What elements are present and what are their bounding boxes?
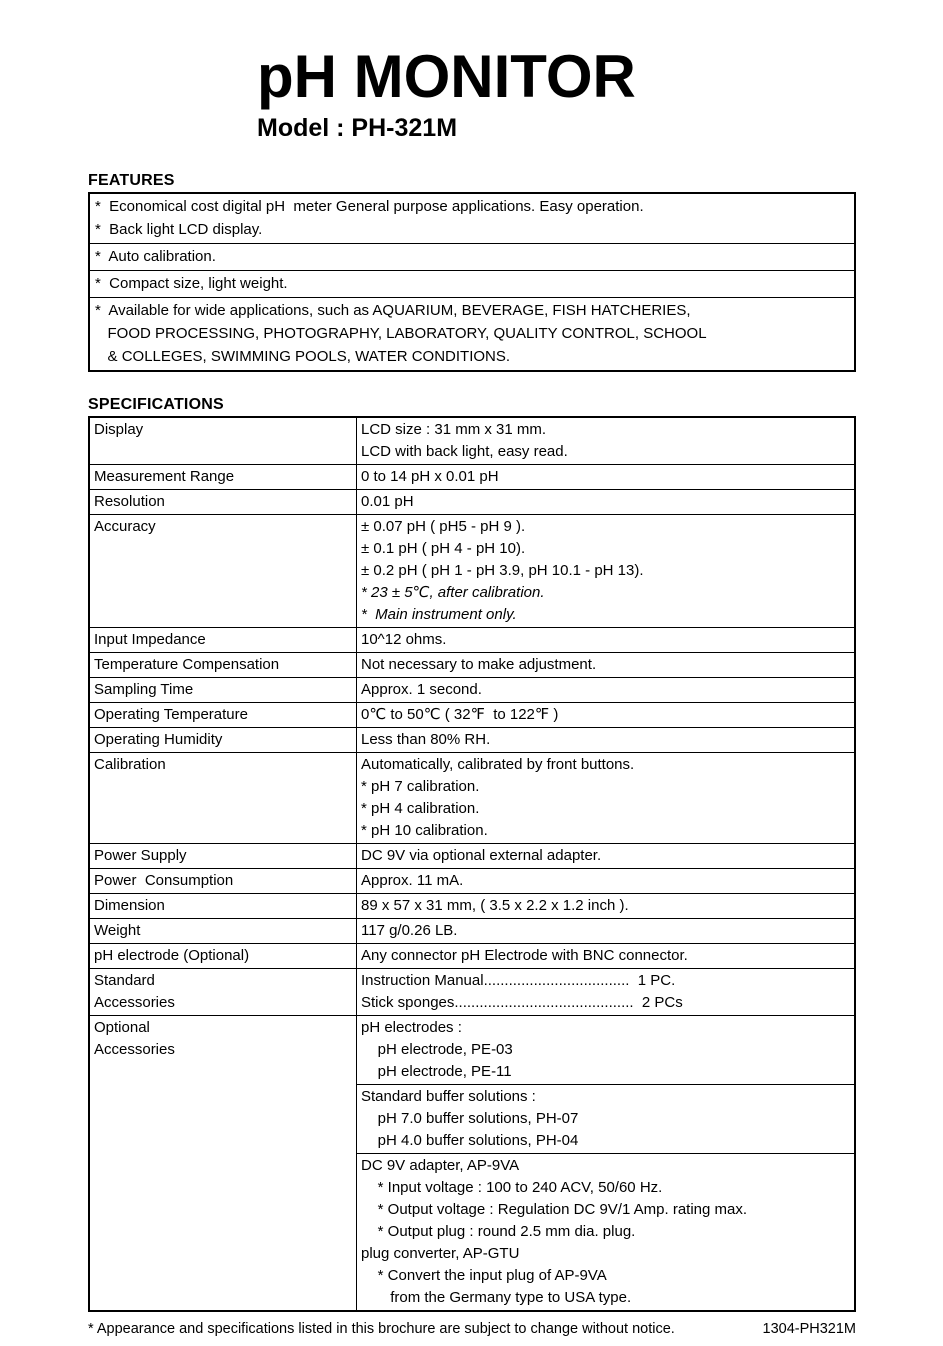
spec-value-line: plug converter, AP-GTU bbox=[361, 1245, 520, 1262]
spec-label-line: Accessories bbox=[94, 994, 175, 1011]
spec-label-line: Optional bbox=[94, 1019, 150, 1036]
spec-row bbox=[90, 464, 854, 489]
spec-label-line: Operating Humidity bbox=[94, 731, 223, 748]
spec-value-group bbox=[357, 490, 854, 514]
spec-value-line: * Convert the input plug of AP-9VA bbox=[361, 1267, 607, 1284]
spec-label bbox=[90, 919, 357, 943]
spec-label bbox=[90, 894, 357, 918]
spec-value-line: 0℃ to 50℃ ( 32℉ to 122℉ ) bbox=[361, 706, 559, 723]
spec-label bbox=[90, 753, 357, 843]
feature-group bbox=[90, 243, 854, 270]
spec-label bbox=[90, 1016, 357, 1310]
spec-value-line: pH electrode, PE-03 bbox=[361, 1041, 513, 1058]
feature-group bbox=[90, 194, 854, 243]
spec-value-group bbox=[357, 1016, 854, 1084]
spec-value-line: LCD size : 31 mm x 31 mm. bbox=[361, 421, 547, 438]
feature-group bbox=[90, 270, 854, 297]
spec-value-line: * pH 4 calibration. bbox=[361, 800, 480, 817]
specifications-table bbox=[88, 416, 856, 1312]
spec-value bbox=[357, 490, 854, 514]
spec-value-line: * pH 7 calibration. bbox=[361, 778, 480, 795]
feature-item: * Compact size, light weight. bbox=[95, 275, 288, 292]
spec-value bbox=[357, 844, 854, 868]
spec-value-group bbox=[357, 678, 854, 702]
spec-label bbox=[90, 944, 357, 968]
spec-value bbox=[357, 1016, 854, 1310]
spec-row bbox=[90, 418, 854, 464]
spec-value-line: pH 7.0 buffer solutions, PH-07 bbox=[361, 1110, 579, 1127]
feature-item: * Auto calibration. bbox=[95, 248, 216, 265]
feature-item: * Economical cost digital pH meter General purpose applications. Easy operation. bbox=[95, 198, 644, 215]
spec-row bbox=[90, 702, 854, 727]
spec-value-line: from the Germany type to USA type. bbox=[361, 1289, 632, 1306]
spec-value-line: LCD with back light, easy read. bbox=[361, 443, 568, 460]
spec-row bbox=[90, 752, 854, 843]
spec-value bbox=[357, 753, 854, 843]
spec-label bbox=[90, 678, 357, 702]
footer-disclaimer: * Appearance and specifications listed in this brochure are subject to change without notice. bbox=[88, 1321, 675, 1337]
spec-label-line: Operating Temperature bbox=[94, 706, 248, 723]
spec-value-line: Stick sponges........................................... 2 PCs bbox=[361, 994, 683, 1011]
spec-label bbox=[90, 969, 357, 1015]
spec-value-line: Not necessary to make adjustment. bbox=[361, 656, 597, 673]
spec-label-line: Display bbox=[94, 421, 144, 438]
spec-value-group bbox=[357, 515, 854, 627]
spec-label-line: Dimension bbox=[94, 897, 165, 914]
spec-value-group bbox=[357, 919, 854, 943]
spec-value bbox=[357, 894, 854, 918]
spec-label bbox=[90, 869, 357, 893]
spec-value-group bbox=[357, 465, 854, 489]
spec-label-line: Temperature Compensation bbox=[94, 656, 280, 673]
spec-value-line: ± 0.2 pH ( pH 1 - pH 3.9, pH 10.1 - pH 13). bbox=[361, 562, 644, 579]
spec-row bbox=[90, 677, 854, 702]
features-section bbox=[88, 172, 856, 372]
footer-doc-code: 1304-PH321M bbox=[762, 1321, 856, 1337]
spec-value bbox=[357, 465, 854, 489]
spec-row bbox=[90, 727, 854, 752]
spec-value-line: 89 x 57 x 31 mm, ( 3.5 x 2.2 x 1.2 inch ). bbox=[361, 897, 629, 914]
spec-value-group bbox=[357, 753, 854, 843]
spec-value-line: Any connector pH Electrode with BNC connector. bbox=[361, 947, 688, 964]
spec-value bbox=[357, 418, 854, 464]
spec-row bbox=[90, 843, 854, 868]
spec-row bbox=[90, 893, 854, 918]
spec-label bbox=[90, 465, 357, 489]
spec-label-line: pH electrode (Optional) bbox=[94, 947, 250, 964]
features-table bbox=[88, 192, 856, 372]
spec-value bbox=[357, 628, 854, 652]
spec-value bbox=[357, 653, 854, 677]
spec-value-group bbox=[357, 728, 854, 752]
spec-value-line: pH electrode, PE-11 bbox=[361, 1063, 512, 1080]
spec-value-group bbox=[357, 1084, 854, 1153]
spec-value-line: 0 to 14 pH x 0.01 pH bbox=[361, 468, 499, 485]
spec-value-line: DC 9V adapter, AP-9VA bbox=[361, 1157, 520, 1174]
spec-value-line: ± 0.07 pH ( pH5 - pH 9 ). bbox=[361, 518, 526, 535]
spec-value-line: pH 4.0 buffer solutions, PH-04 bbox=[361, 1132, 579, 1149]
spec-value-line: 117 g/0.26 LB. bbox=[361, 922, 458, 939]
footer bbox=[88, 1319, 856, 1339]
spec-label-line: Weight bbox=[94, 922, 141, 939]
spec-label-line: Accuracy bbox=[94, 518, 156, 535]
features-heading: FEATURES bbox=[88, 172, 175, 189]
spec-value-group bbox=[357, 1153, 854, 1310]
spec-label bbox=[90, 490, 357, 514]
spec-value-line: Approx. 11 mA. bbox=[361, 872, 464, 889]
spec-value-line: * Input voltage : 100 to 240 ACV, 50/60 Hz. bbox=[361, 1179, 663, 1196]
spec-label bbox=[90, 628, 357, 652]
spec-value-line: 10^12 ohms. bbox=[361, 631, 447, 648]
spec-row bbox=[90, 868, 854, 893]
spec-label-line: Sampling Time bbox=[94, 681, 194, 698]
spec-row bbox=[90, 1015, 854, 1310]
spec-value-group bbox=[357, 969, 854, 1015]
spec-value bbox=[357, 678, 854, 702]
title-block bbox=[257, 0, 943, 143]
spec-label bbox=[90, 844, 357, 868]
spec-label bbox=[90, 653, 357, 677]
spec-row bbox=[90, 968, 854, 1015]
spec-value bbox=[357, 919, 854, 943]
spec-value-line: ± 0.1 pH ( pH 4 - pH 10). bbox=[361, 540, 526, 557]
spec-row bbox=[90, 514, 854, 627]
spec-row bbox=[90, 652, 854, 677]
spec-value-line: Approx. 1 second. bbox=[361, 681, 482, 698]
spec-value-group bbox=[357, 944, 854, 968]
spec-value-group bbox=[357, 894, 854, 918]
spec-label bbox=[90, 515, 357, 627]
spec-label-line: Measurement Range bbox=[94, 468, 235, 485]
specifications-heading: SPECIFICATIONS bbox=[88, 396, 224, 413]
spec-value bbox=[357, 969, 854, 1015]
model-subtitle: Model : PH-321M bbox=[257, 114, 458, 142]
spec-value bbox=[357, 944, 854, 968]
spec-label-line: Calibration bbox=[94, 756, 166, 773]
spec-value bbox=[357, 515, 854, 627]
feature-item: * Available for wide applications, such as AQUARIUM, BEVERAGE, FISH HATCHERIES, bbox=[95, 302, 691, 319]
spec-row bbox=[90, 918, 854, 943]
feature-item: & COLLEGES, SWIMMING POOLS, WATER CONDITIONS. bbox=[95, 348, 511, 365]
spec-value-line: DC 9V via optional external adapter. bbox=[361, 847, 602, 864]
spec-value-group bbox=[357, 628, 854, 652]
spec-label bbox=[90, 418, 357, 464]
spec-label-line: Power Supply bbox=[94, 847, 187, 864]
spec-value-line: pH electrodes : bbox=[361, 1019, 462, 1036]
spec-value-group bbox=[357, 418, 854, 464]
spec-value-line: Standard buffer solutions : bbox=[361, 1088, 536, 1105]
spec-value-line: * Main instrument only. bbox=[361, 606, 517, 623]
spec-value-line: * 23 ± 5℃, after calibration. bbox=[361, 584, 545, 601]
spec-value-line: * pH 10 calibration. bbox=[361, 822, 488, 839]
spec-value-group bbox=[357, 869, 854, 893]
spec-row bbox=[90, 627, 854, 652]
spec-label-line: Resolution bbox=[94, 493, 165, 510]
spec-value-group bbox=[357, 703, 854, 727]
feature-item: * Back light LCD display. bbox=[95, 221, 263, 238]
spec-label bbox=[90, 703, 357, 727]
spec-row bbox=[90, 489, 854, 514]
spec-value-line: * Output plug : round 2.5 mm dia. plug. bbox=[361, 1223, 636, 1240]
spec-value bbox=[357, 869, 854, 893]
specifications-section bbox=[88, 396, 856, 1312]
spec-value-group bbox=[357, 844, 854, 868]
spec-label bbox=[90, 728, 357, 752]
spec-value-line: Less than 80% RH. bbox=[361, 731, 491, 748]
spec-value-line: * Output voltage : Regulation DC 9V/1 Amp. rating max. bbox=[361, 1201, 748, 1218]
spec-value bbox=[357, 728, 854, 752]
spec-row bbox=[90, 943, 854, 968]
spec-value-line: 0.01 pH bbox=[361, 493, 414, 510]
feature-group bbox=[90, 297, 854, 370]
spec-value-group bbox=[357, 653, 854, 677]
spec-label-line: Standard bbox=[94, 972, 155, 989]
spec-label-line: Input Impedance bbox=[94, 631, 206, 648]
spec-label-line: Accessories bbox=[94, 1041, 175, 1058]
page-title: pH MONITOR bbox=[257, 43, 636, 110]
feature-item: FOOD PROCESSING, PHOTOGRAPHY, LABORATORY, QUALITY CONTROL, SCHOOL bbox=[95, 325, 707, 342]
spec-label-line: Power Consumption bbox=[94, 872, 234, 889]
spec-value-line: Automatically, calibrated by front buttons. bbox=[361, 756, 635, 773]
spec-value-line: Instruction Manual................................... 1 PC. bbox=[361, 972, 676, 989]
spec-value bbox=[357, 703, 854, 727]
